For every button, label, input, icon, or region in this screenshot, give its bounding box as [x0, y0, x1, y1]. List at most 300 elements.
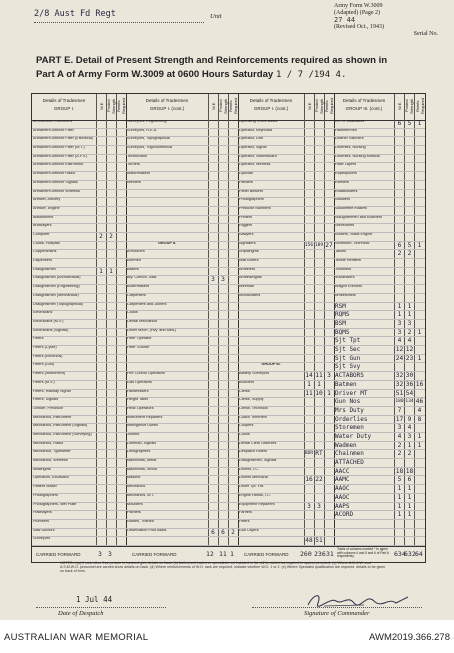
cell-posted: 9	[407, 415, 412, 423]
cell-reinf: 1	[417, 432, 422, 440]
table-row	[334, 294, 425, 303]
table-row	[32, 494, 126, 503]
cell-posted: 1	[317, 380, 321, 388]
cf3-we: 260	[300, 550, 312, 558]
cell-we: 51	[395, 389, 404, 397]
caption-institution: AUSTRALIAN WAR MEMORIAL	[4, 632, 149, 643]
table-row	[238, 268, 334, 277]
trade-label: Plate Layers	[335, 163, 357, 167]
cell-posted: 54	[405, 389, 414, 397]
trade-label: Armament Artificer Instrument	[33, 163, 84, 167]
table-row	[32, 416, 126, 425]
table-row	[334, 303, 425, 312]
cf-label-2: CARRIED FORWARD	[132, 552, 177, 557]
trade-label: Mechanics, Instrument (Signals)	[33, 424, 88, 428]
totals-label: Totals of columns marked * to agree with columns 4 and 5 and 6 of Part A respectively.	[337, 547, 389, 559]
trade-label: Mechanics, M.T.	[127, 493, 155, 497]
trade-label: Gun Layers	[239, 528, 259, 532]
trade-label: Coopers	[239, 424, 254, 428]
form-notes: NOTES.—(a) If rank other than private is involved give details on back. (b) Authorised trades or specialists not included in list will be added as required in spaces provided. (c) Where A.M.A.W. and A.S.M.W.O. personnel are carried show details on back. (d) Where reinforcements of W.O. rank are required, indicate whether W.O. 1 or 2. (e) Where Specialist qualification are required, details to be given on back of form.	[60, 561, 386, 574]
trade-label: Lithographers	[127, 450, 151, 454]
form-reference	[334, 3, 444, 38]
cell-we: 48	[305, 537, 313, 545]
table-row	[126, 537, 238, 546]
table-row	[32, 329, 126, 338]
table-row	[126, 216, 238, 225]
col3-header	[238, 94, 305, 120]
cell-posted: 2	[407, 250, 412, 258]
trade-label: Surveyors	[33, 537, 51, 541]
trade-label: Operator, Line	[239, 137, 264, 141]
trade-label: Photographers	[33, 493, 58, 497]
table-row	[126, 285, 238, 294]
trade-label: Equipment Repairers	[239, 502, 275, 506]
table-row	[32, 372, 126, 381]
table-row	[126, 172, 238, 181]
trade-label: Dental Clerk Orderlies	[239, 441, 277, 445]
cell-reinf: 1	[417, 120, 422, 127]
trade-label: Slaughtermen and Butchers	[335, 215, 383, 219]
cell-posted: 11	[315, 372, 323, 380]
table-row	[238, 329, 334, 338]
trade-label: Sjt Tpt	[335, 337, 361, 345]
col4-header	[334, 94, 395, 120]
table-row	[126, 529, 238, 538]
table-row	[32, 120, 126, 129]
table-row	[334, 337, 425, 346]
table-row	[126, 190, 238, 199]
trade-label: Fitters (Cycle)	[33, 346, 57, 350]
table-row	[334, 485, 425, 494]
total-reinf: 64	[415, 550, 423, 558]
trade-label	[335, 529, 393, 537]
trade-label: Wagon Erectors	[335, 285, 363, 289]
signature-line	[252, 607, 422, 608]
trade-label: Panel Beaters	[239, 189, 263, 193]
table-row	[32, 398, 126, 407]
title-date: 1 / 7 /194 4.	[275, 70, 347, 80]
cf2-posted: 11	[219, 550, 227, 558]
table-row	[334, 424, 425, 433]
unit-field	[34, 9, 234, 19]
table-row	[334, 259, 425, 268]
table-row	[334, 381, 425, 390]
trade-label: Operators, Excavator	[33, 476, 69, 480]
table-row	[126, 476, 238, 485]
cell-we: 3	[397, 424, 402, 432]
trade-label: AACC	[335, 467, 350, 475]
col1-trades-header: Details of Tradesmen	[42, 98, 86, 103]
trade-label: Wadmen	[335, 441, 357, 449]
table-row	[334, 233, 425, 242]
table-row	[32, 529, 126, 538]
table-row	[126, 207, 238, 216]
table-row	[126, 163, 238, 172]
table-row	[32, 294, 126, 303]
cell-we: 11	[305, 389, 313, 397]
trade-label	[239, 537, 303, 545]
table-row	[126, 355, 238, 364]
trade-label: Farriers	[239, 511, 253, 515]
table-row	[334, 459, 425, 468]
trade-label: Armament Artificer Fitter (M.T.)	[33, 146, 85, 150]
table-row	[126, 120, 238, 129]
col2-we-label: W.E.	[210, 101, 216, 111]
trade-label: Orderlies	[335, 415, 368, 423]
cell-we: 3	[307, 502, 311, 510]
table-row	[334, 346, 425, 355]
cell-we: 12	[395, 346, 404, 354]
trade-label: Whitesmiths	[335, 293, 356, 297]
title-line-2-wrap	[36, 68, 436, 82]
trade-label: Cooks	[239, 432, 250, 436]
table-row	[238, 520, 334, 529]
trade-label: RQMS	[335, 311, 350, 319]
table-row	[334, 442, 425, 451]
table-row	[334, 416, 425, 425]
trade-label: Electricians (Signals)	[33, 328, 69, 332]
trade-label: Carpenters and Joiners	[127, 302, 167, 306]
cell-reinf: 1	[417, 241, 422, 249]
table-row	[126, 346, 238, 355]
trade-label	[127, 363, 207, 371]
table-row	[334, 476, 425, 485]
trade-label: Masons	[127, 476, 141, 480]
cell-posted: 1	[109, 267, 113, 275]
table-row	[334, 450, 425, 459]
table-row	[238, 450, 334, 459]
trade-label: Grinder, Precision	[33, 406, 64, 410]
trade-label: Mechanics, Instrument (Surveying)	[33, 432, 92, 436]
table-row	[126, 259, 238, 268]
table-row	[32, 207, 126, 216]
trade-label: Sjt Gun	[335, 354, 361, 362]
trade-label: Batmen	[335, 380, 357, 388]
table-row	[126, 250, 238, 259]
cell-posted: 6	[221, 528, 225, 536]
cell-reinf: 1	[327, 389, 331, 397]
table-row	[238, 259, 334, 268]
table-row	[238, 337, 334, 346]
table-row	[126, 311, 238, 320]
trade-label: Cooks	[127, 311, 138, 315]
title-line-1: PART E. Detail of Present Strength and Reinforcements required as shown in	[36, 55, 388, 66]
trade-label: Clerks	[239, 389, 250, 393]
table-row	[126, 442, 238, 451]
trade-label: Joiners	[127, 432, 140, 436]
table-row	[32, 242, 126, 251]
trade-label: Chainmen	[335, 450, 364, 458]
trade-label: Height Taker	[127, 398, 149, 402]
cell-we: 4	[397, 337, 402, 345]
col2-group-header: GROUP I. (cont.)	[149, 106, 185, 111]
cell-posted: 12	[405, 346, 414, 354]
trade-label: GROUP II.	[157, 241, 177, 245]
cell-posted: 3	[407, 432, 412, 440]
table-row	[32, 355, 126, 364]
trade-label: Surveyors, Topographical	[127, 137, 170, 141]
col1-posted-label: Posted Strength	[106, 98, 116, 114]
trade-label: Operator, Switchboard	[239, 154, 277, 158]
trade-label: Textile Refitters	[335, 259, 361, 263]
table-row	[32, 163, 126, 172]
cell-we: 1	[397, 493, 402, 501]
table-row	[126, 372, 238, 381]
table-row	[126, 337, 238, 346]
trade-label: Woodcutters	[239, 293, 261, 297]
table-row	[238, 276, 334, 285]
trade-label	[239, 320, 303, 328]
trade-label: Turners	[127, 163, 140, 167]
table-row	[238, 233, 334, 242]
trade-label: Intelligence Duties	[127, 424, 159, 428]
table-row	[32, 216, 126, 225]
table-row	[126, 181, 238, 190]
trade-label: Stokers, Static Engine	[335, 233, 373, 237]
col1-reinf-label: Reinfs. Required	[116, 97, 126, 115]
col4-rows	[334, 120, 425, 546]
cf1-posted: 3	[108, 550, 112, 558]
table-row	[238, 146, 334, 155]
trade-label	[127, 207, 207, 215]
trade-label: Clerks, Supply	[239, 398, 264, 402]
trade-label: Fitters, Signals	[33, 398, 59, 402]
col4-reinf-label: Reinfs. Required	[414, 97, 425, 115]
cell-posted: 1	[407, 441, 412, 449]
table-row	[238, 320, 334, 329]
trade-label: Mrs Duty	[335, 406, 364, 414]
cell-we: 2	[397, 450, 402, 458]
trade-label: Draughtsmen (Architectural)	[33, 276, 81, 280]
table-row	[126, 320, 238, 329]
table-row	[126, 390, 238, 399]
table-row	[32, 450, 126, 459]
part-e-title	[36, 54, 436, 82]
trade-label: Armament Artificer Fitter	[33, 128, 74, 132]
trade-label: Welders	[127, 180, 141, 184]
cell-we: 6	[397, 120, 402, 127]
cell-we: 32	[395, 372, 404, 380]
trade-label: Surveyors, Trigonometrical	[127, 146, 173, 150]
despatch-line	[36, 607, 166, 608]
trade-label: Helio Operators	[127, 406, 154, 410]
cell-we: 14	[305, 372, 313, 380]
table-row	[32, 468, 126, 477]
trade-label: Mechanics	[127, 485, 146, 489]
unit-value: 2/8 Aust Fd Regt	[34, 9, 116, 19]
trade-label: Sjt Svy	[335, 363, 361, 371]
table-row	[238, 155, 334, 164]
trade-label: Armament Artificer Wireless	[33, 189, 80, 193]
trade-label: Operator, Signal	[239, 146, 267, 150]
cell-posted: 1	[407, 511, 412, 519]
table-row	[32, 503, 126, 512]
trade-label: Boilermakers	[127, 285, 150, 289]
cell-reinf: 2	[231, 528, 235, 536]
cell-we: 1	[397, 511, 402, 519]
table-row	[238, 381, 334, 390]
trade-label: Operator, Keyboard	[239, 128, 273, 132]
table-row	[334, 520, 425, 529]
col3-rows	[238, 120, 334, 546]
trade-label: Draughtsmen, Signals	[239, 459, 277, 463]
col2-trades-header: Details of Tradesmen	[145, 98, 189, 103]
table-row	[334, 207, 425, 216]
trade-label: Wheelers	[239, 267, 256, 271]
cell-we: 16	[305, 476, 313, 484]
table-row	[32, 146, 126, 155]
table-row	[238, 468, 334, 477]
trade-label: Fitters (M.V.)	[33, 380, 55, 384]
table-row	[238, 416, 334, 425]
trade-label: Draughtsmen (Topographical)	[33, 302, 84, 306]
total-we: 634	[394, 550, 406, 558]
trade-label: AAOC	[335, 493, 350, 501]
trade-label: Coach Trimmers	[239, 415, 267, 419]
table-row	[32, 320, 126, 329]
cell-posted: 18	[405, 467, 414, 475]
cf-label-3: CARRIED FORWARD	[244, 552, 289, 557]
table-row	[238, 137, 334, 146]
table-row	[126, 424, 238, 433]
table-row	[238, 242, 334, 251]
trade-label: Painters	[239, 180, 253, 184]
trade-label: Hairdressers	[127, 389, 149, 393]
caption-accession: AWM2019.366.278	[369, 632, 450, 643]
cell-posted: 2	[407, 328, 412, 336]
trade-label: Clerks, Technical	[239, 406, 268, 410]
cell-posted: 3	[317, 502, 321, 510]
trade-label: Orderlies, Nursing	[335, 146, 366, 150]
table-row	[32, 459, 126, 468]
trade-label	[239, 311, 303, 319]
trade-label: Bricklayers	[33, 224, 52, 228]
cell-reinf: 4	[417, 406, 422, 414]
trade-label	[239, 303, 303, 311]
table-row	[238, 442, 334, 451]
table-row	[126, 494, 238, 503]
trade-label: Optician	[239, 172, 253, 176]
cell-we: BDR	[304, 451, 314, 457]
trade-label: Driver Tpt. Fitt.	[239, 485, 265, 489]
table-row	[126, 146, 238, 155]
cell-we: 1	[397, 485, 402, 493]
table-row	[126, 233, 238, 242]
cell-we: 5	[397, 476, 402, 484]
table-row	[238, 181, 334, 190]
cf3-posted: 236	[314, 550, 326, 558]
table-row	[32, 268, 126, 277]
col2-reinf-label: Reinfs. Required	[228, 97, 238, 115]
cell-posted: 2	[109, 233, 113, 241]
table-row	[334, 433, 425, 442]
table-row	[238, 120, 334, 129]
trade-label: Roadbuilders	[335, 189, 358, 193]
cell-we: 18	[395, 467, 404, 475]
unit-line	[34, 22, 204, 23]
table-row	[126, 155, 238, 164]
cell-we: 1	[99, 267, 103, 275]
table-row	[126, 407, 238, 416]
trade-label: Moulders	[127, 502, 143, 506]
trade-label: Bty. Comd's. Asst.	[127, 276, 158, 280]
form-ref-2: (Adapted) (Page 2)	[334, 10, 380, 16]
table-row	[126, 511, 238, 520]
cell-posted: 2	[407, 450, 412, 458]
table-row	[334, 511, 425, 520]
cell-posted: 1	[407, 493, 412, 501]
table-row	[238, 198, 334, 207]
trade-label: Nurses, Trained	[127, 519, 154, 523]
trade-label: Leather Stitchers	[335, 137, 364, 141]
cf2-we: 12	[206, 550, 214, 558]
trade-label: AAPS	[335, 502, 350, 510]
cell-we: 3	[397, 328, 402, 336]
table-row	[126, 450, 238, 459]
cell-posted: 30	[405, 372, 414, 380]
trade-label: Plumbers	[33, 519, 50, 523]
despatch-label: Date of Despatch	[58, 610, 104, 617]
trade-label	[239, 355, 303, 363]
table-row	[238, 224, 334, 233]
table-row	[126, 520, 238, 529]
table-row	[32, 303, 126, 312]
table-row	[238, 398, 334, 407]
trade-label: Fire Control Operators	[127, 372, 165, 376]
col4-posted-label: Posted Strength	[404, 98, 414, 114]
trade-label: Lineman, Signals	[127, 441, 157, 445]
strength-table	[31, 93, 426, 563]
trade-label: Fitters (Instrument)	[33, 372, 66, 376]
trade-label: GROUP III.	[261, 363, 281, 367]
trade-label: Operator, Wireless	[239, 163, 271, 167]
table-row	[334, 398, 425, 407]
table-row	[32, 363, 126, 372]
trade-label	[239, 337, 303, 345]
cell-we: 2	[99, 233, 103, 241]
table-row	[32, 346, 126, 355]
table-row	[32, 520, 126, 529]
cell-we: 2	[397, 250, 402, 258]
table-row	[238, 459, 334, 468]
cell-posted: 1	[407, 311, 412, 319]
table-row	[334, 216, 425, 225]
cell-we: 1	[397, 502, 402, 510]
table-row	[238, 207, 334, 216]
trade-label: Sawyers	[239, 233, 254, 237]
trade-label: Technicians	[127, 154, 147, 158]
cell-posted: 189	[314, 242, 324, 248]
trade-label: Sjt Sec	[335, 346, 361, 354]
trade-label: Engine Hands, I.C.	[239, 493, 271, 497]
table-row	[126, 363, 238, 372]
table-row	[126, 398, 238, 407]
table-row	[334, 468, 425, 477]
table-row	[334, 268, 425, 277]
trade-label: Vulcanisers	[335, 276, 355, 280]
cell-posted: 1	[407, 485, 412, 493]
trade-label: Platelayers	[33, 511, 52, 515]
col4-reinf-header	[414, 94, 425, 120]
table-row	[334, 129, 425, 138]
trade-label: Predictor Numbers	[239, 206, 271, 210]
trade-label: Water Duty	[335, 432, 372, 440]
trade-label	[127, 216, 207, 224]
col1-we-label: W.E.	[98, 101, 104, 111]
table-row	[238, 190, 334, 199]
trade-label: Mechanics, Radio	[33, 441, 64, 445]
trade-label: Cooks, Hospital	[33, 241, 60, 245]
